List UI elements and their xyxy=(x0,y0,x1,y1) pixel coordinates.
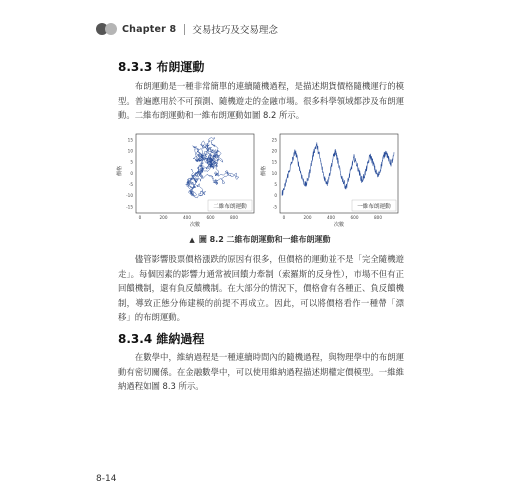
random-walk-path xyxy=(186,138,239,198)
tick-label: 0 xyxy=(138,215,142,220)
tick-label: 200 xyxy=(303,215,312,220)
panel-label: 二維布朗運動 xyxy=(213,204,247,210)
panel-label: 一維布朗運動 xyxy=(357,204,391,210)
chapter-title: 交易技巧及交易理念 xyxy=(192,25,278,36)
section-heading-brownian: 8.3.3 布朗運動 xyxy=(118,60,205,74)
tick-label: 10 xyxy=(271,170,277,176)
page-number: 8-14 xyxy=(96,474,117,484)
y-tick-labels xyxy=(126,137,133,209)
tick-label: 0 xyxy=(274,193,277,199)
section-paragraph-drift xyxy=(118,252,404,325)
tick-label: 800 xyxy=(230,215,238,220)
paragraph-text: 布朗運動是一種非常簡單的連續隨機過程，是描述期貨價格隨機運行的模型。普遍應用於不可預測、隨機遊走的金融市場。很多科學領域都涉及布朗運動。二維布朗運動和一維布朗運動如圖 8.2 所示。 xyxy=(118,81,404,121)
tick-label: 800 xyxy=(374,215,382,220)
tick-label: 5 xyxy=(274,182,277,188)
tick-label: -15 xyxy=(126,204,133,210)
tick-label: 0 xyxy=(282,215,286,220)
tick-label: 400 xyxy=(327,215,335,220)
tick-label: -5 xyxy=(272,204,277,210)
tick-label: 400 xyxy=(183,215,191,220)
caption-triangle-icon: ▲ xyxy=(189,236,195,244)
chapter-dots-icon xyxy=(96,23,120,35)
tick-label: 20 xyxy=(271,148,277,154)
x-tick-labels xyxy=(139,215,239,220)
page-header xyxy=(96,20,278,38)
section-paragraph-wiener xyxy=(118,350,404,394)
x-tick-labels xyxy=(283,215,383,220)
figure-1d-brownian xyxy=(260,130,402,228)
tick-label: 200 xyxy=(159,215,168,220)
figure-2d-brownian xyxy=(116,130,258,228)
tick-label: 5 xyxy=(130,159,133,165)
header-divider xyxy=(184,24,185,35)
tick-label: 600 xyxy=(206,215,215,220)
tick-label: 10 xyxy=(127,148,133,154)
chapter-label: Chapter 8 xyxy=(122,23,177,35)
figure-caption xyxy=(0,234,520,245)
paragraph-text: 儘管影響股票價格漲跌的原因有很多，但價格的運動並不是「完全隨機遊走」。每個因素的影響力通常被回饋力牽制（索羅斯的反身性），市場不但有正回饋機制，還有負反饋機制。在大部分的情況下，價格會有各種正、負反饋機制，導致正態分佈建模的前提不再成立。因此，可以將價格看作一種帶「漂移」的布朗運動。 xyxy=(118,254,404,323)
tick-label: 25 xyxy=(271,137,277,143)
tick-label: -10 xyxy=(126,193,133,199)
tick-label: 600 xyxy=(350,215,359,220)
tick-label: 15 xyxy=(127,137,133,143)
random-walk-series xyxy=(282,142,394,195)
y-axis-label: 價格 xyxy=(117,165,123,176)
y-axis-label: 價格 xyxy=(261,165,267,176)
x-axis-label: 次數 xyxy=(333,222,345,228)
caption-text: 圖 8.2 二維布朗運動和一維布朗運動 xyxy=(198,235,331,244)
tick-label: -5 xyxy=(128,182,133,188)
paragraph-text: 在數學中，維納過程是一種連續時間內的隨機過程，與物理學中的布朗運動有密切關係。在金融數學中，可以使用維納過程描述期權定價模型。一維維納過程如圖 8.3 所示。 xyxy=(118,352,404,392)
section-paragraph-brownian xyxy=(118,79,404,123)
y-tick-labels xyxy=(272,137,278,209)
section-heading-wiener: 8.3.4 維納過程 xyxy=(118,332,205,346)
tick-label: 15 xyxy=(271,159,277,165)
x-axis-label: 次數 xyxy=(189,222,201,228)
tick-label: 0 xyxy=(130,170,133,176)
